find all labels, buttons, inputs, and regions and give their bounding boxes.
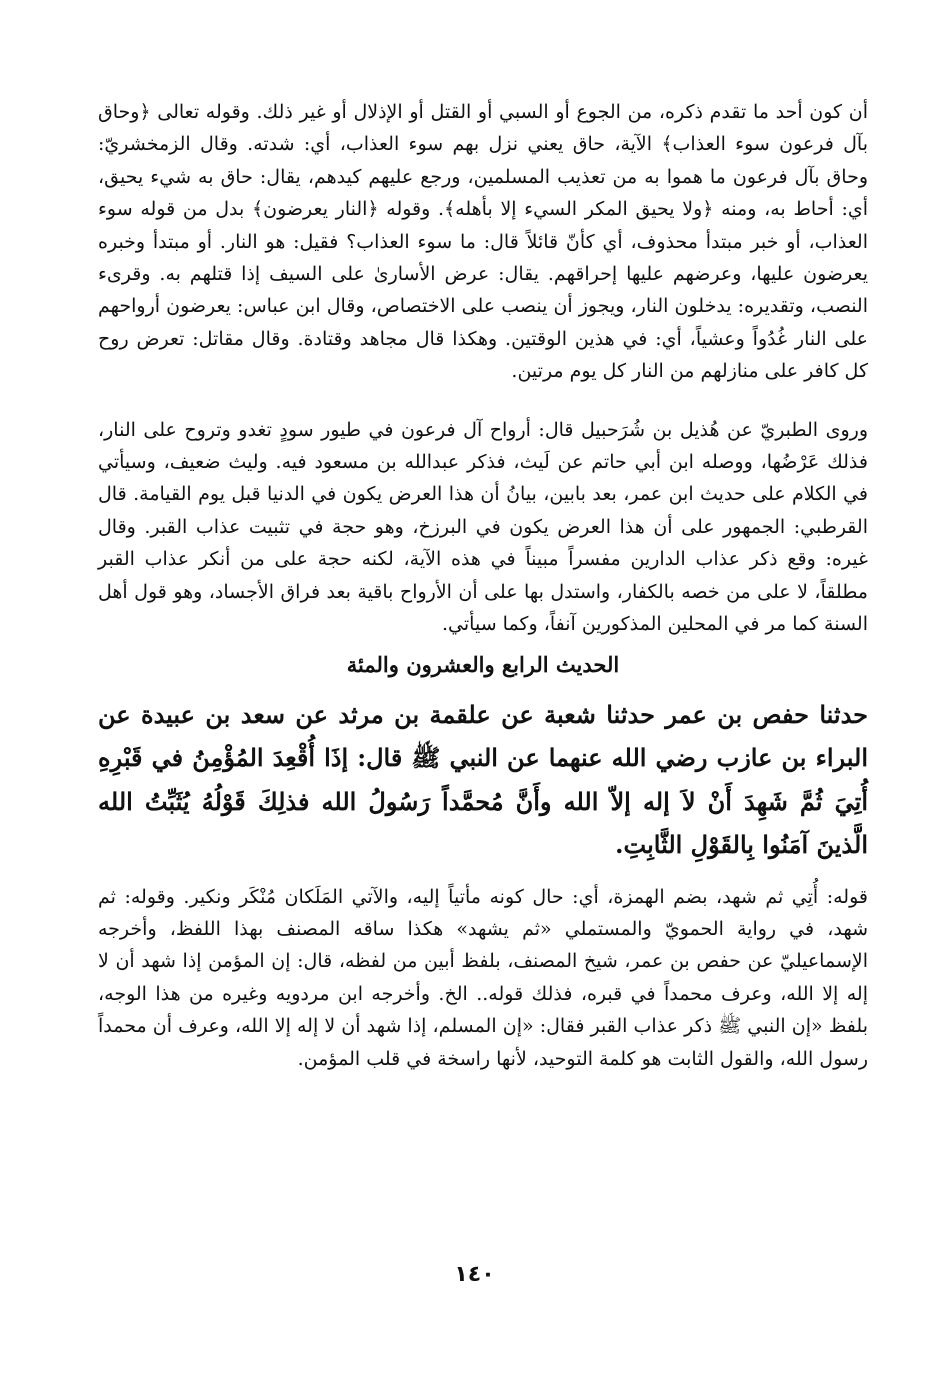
hadith-text: حدثنا حفص بن عمر حدثنا شعبة عن علقمة بن مرثد عن سعد بن عبيدة عن البراء بن عازب رضي الله عنهما عن النبي ﷺ قال: إذَا أُقْعِدَ المُؤْمِنُ في قَبْرِهِ أُتِيَ ثُمَّ شَهِدَ أَنْ لاَ إله إلاّ الله وأَنَّ مُحمَّداً رَسُولُ الله فذلِكَ قَوْلُهُ يُثَبِّتُ الله الَّذينَ آمَنُوا بِالقَوْلِ الثَّابِتِ. — [98, 699, 868, 859]
commentary-paragraph-2: وروى الطبريّ عن هُذيل بن شُرَحبيل قال: أرواح آل فرعون في طيور سودٍ تغدو وتروح على النار، فذلك عَرْضُها، ووصله ابن أبي حاتم عن لَيث، فذكر عبدالله بن مسعود فيه. وليث ضعيف، وسيأتي في الكلام على حديث ابن عمر، بعد بابين، بيانُ أن هذا العرض يكون في الدنيا قبل يوم القيامة. قال القرطبي: الجمهور على أن هذا العرض يكون في البرزخ، وهو حجة في تثبيت عذاب القبر. وقال غيره: وقع ذكر عذاب الدارين مفسراً مبيناً في هذه الآية، لكنه حجة على من أنكر عذاب القبر مطلقاً، لا على من خصه بالكفار، واستدل بها على أن الأرواح باقية بعد فراق الأجساد، وهو قول أهل السنة كما مر في المحلين المذكورين آنفاً، وكما سيأتي. — [98, 418, 868, 636]
page-body — [98, 96, 868, 1075]
commentary-paragraph-1: أن كون أحد ما تقدم ذكره، من الجوع أو السبي أو القتل أو الإذلال أو غير ذلك. وقوله تعالى ﴿وحاق بآل فرعون سوء العذاب﴾ الآية، حاق يعني نزل بهم سوء العذاب، أي: شدته. وقال الزمخشريّ: وحاق بآل فرعون ما هموا به من تعذيب المسلمين، ورجع عليهم كيدهم، يقال: حاق به شيء يحيق، أي: أحاط به، ومنه ﴿ولا يحيق المكر السيء إلا بأهله﴾. وقوله ﴿النار يعرضون﴾ بدل من قوله سوء العذاب، أو خبر مبتدأ محذوف، أي كأنّ قائلاً قال: ما سوء العذاب؟ فقيل: هو النار. أو مبتدأ وخبره يعرضون عليها، وعرضهم عليها إحراقهم. يقال: عرض الأسارىٰ على السيف إذا قتلهم به. وقرىء النصب، وتقديره: يدخلون النار، ويجوز أن ينصب على الاختصاص، وقال ابن عباس: يعرضون أرواحهم على النار غُدُواً وعشياً، أي: في هذين الوقتين. وهكذا قال مجاهد وقتادة. وقال مقاتل: تعرض روح كل كافر على منازلهم من النار كل يوم مرتين. — [98, 101, 869, 383]
page-number: ١٤٠ — [454, 1262, 495, 1287]
commentary-paragraph-3: قوله: أُتِي ثم شهد، بضم الهمزة، أي: حال كونه مأتياً إليه، والآتي المَلَكان مُنْكَر ونكير. وقوله: ثم شهد، في رواية الحمويّ والمستملي «ثم يشهد» هكذا ساقه المصنف بهذا اللفظ، وأخرجه الإسماعيليّ عن حفص بن عمر، شيخ المصنف، بلفظ أبين من لفظه، قال: إن المؤمن إذا شهد أن لا إله إلا الله، وعرف محمداً في قبره، فذلك قوله.. الخ. وأخرجه ابن مردويه وغيره من هذا الوجه، بلفظ «إن النبي ﷺ ذكر عذاب القبر فقال: «إن المسلم، إذا شهد أن لا إله إلا الله، وعرف أن محمداً رسول الله، والقول الثابت هو كلمة التوحيد، لأنها راسخة في قلب المؤمن. — [98, 885, 868, 1070]
hadith-heading: الحديث الرابع والعشرون والمئة — [346, 651, 620, 677]
